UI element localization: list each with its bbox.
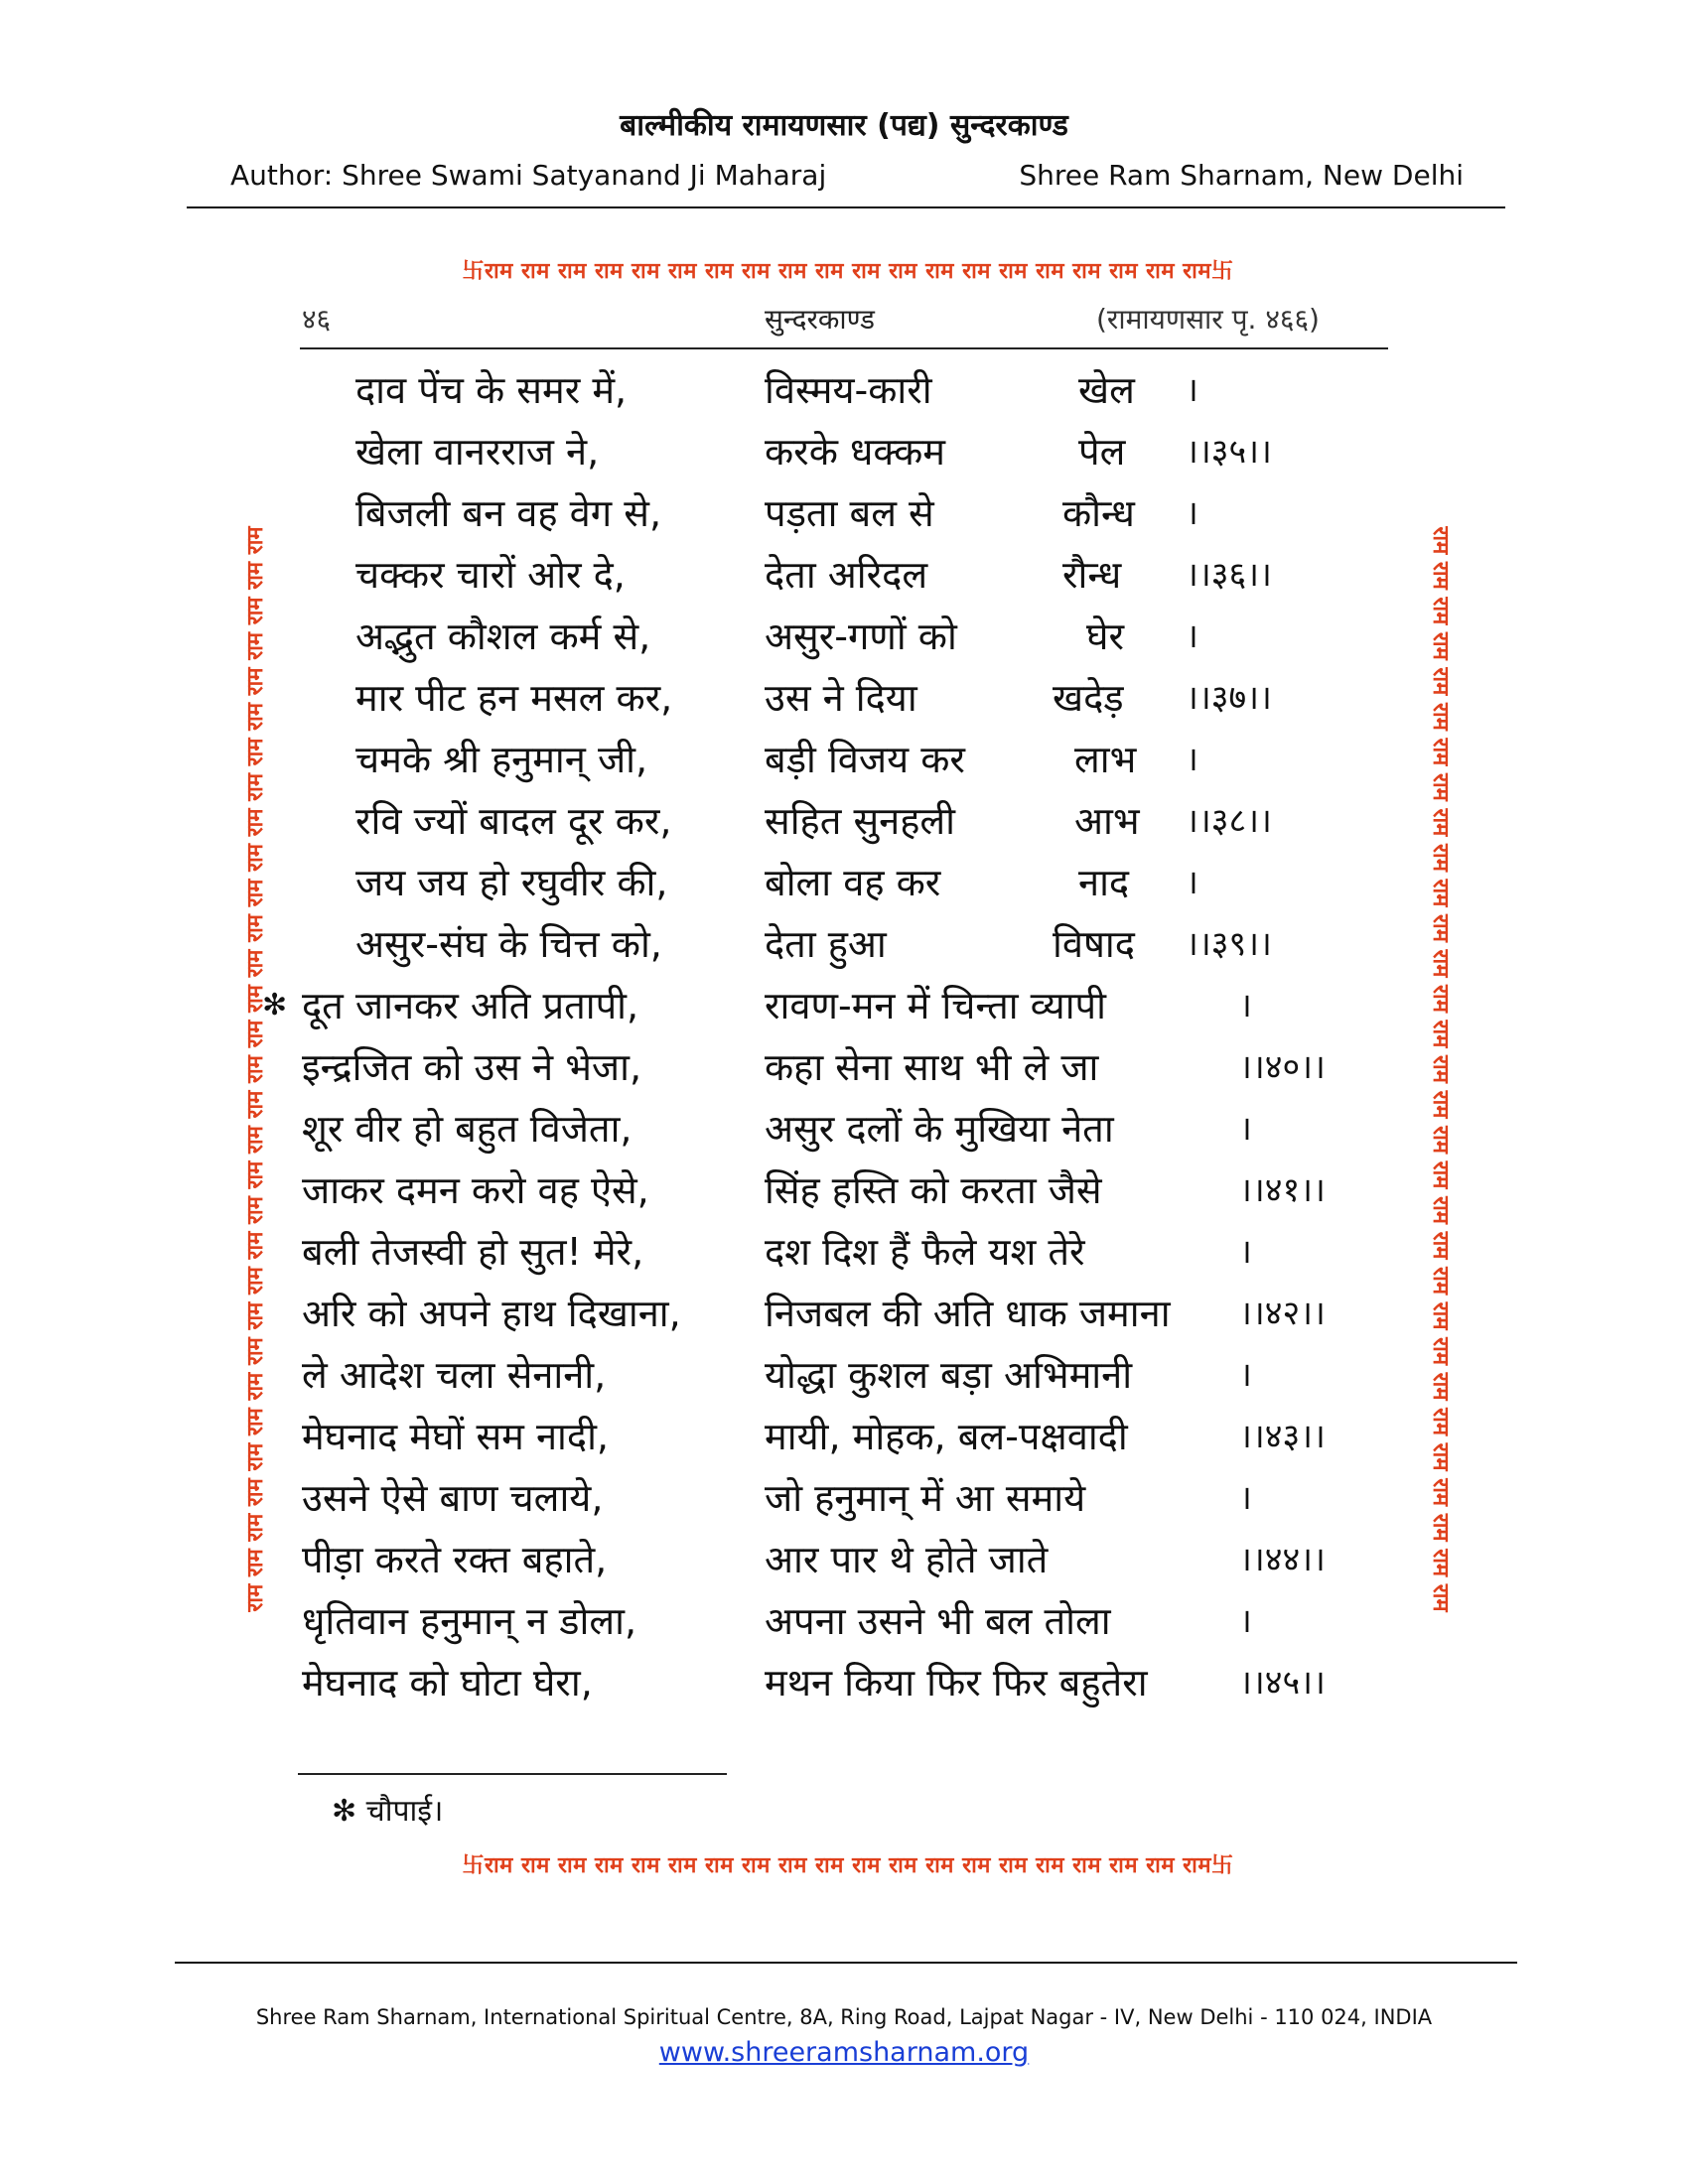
verse-last-word: लाभ (1074, 738, 1137, 781)
verse-second-half: दश दिश हैं फैले यश तेरे (765, 1230, 1085, 1274)
verse-first-half: दूत जानकर अति प्रतापी, (302, 984, 639, 1027)
frame-bottom-border: 卐राम राम राम राम राम राम राम राम राम राम राम राम राम राम राम राम राम राम राम राम卐 (462, 1853, 1234, 1878)
verse-second-half: सिंह हस्ति को करता जैसे (765, 1168, 1102, 1212)
verse-last-word: रौन्ध (1062, 553, 1122, 597)
verse-second-half: मथन किया फिर फिर बहुतेरा (765, 1661, 1148, 1705)
book-page-reference: (रामायणसार पृ. ४६६) (1096, 303, 1320, 336)
verse-end-mark: ।।४०।। (1239, 1047, 1326, 1087)
verse-first-half: असुर-संघ के चित्त को, (355, 922, 662, 966)
verse-first-half: खेला वानरराज ने, (355, 430, 600, 474)
verse-end-mark: । (1239, 1355, 1252, 1395)
verse-second-half: मायी, मोहक, बल-पक्षवादी (765, 1415, 1128, 1458)
verse-last-word: विषाद (1053, 922, 1135, 966)
verse-end-mark: । (1239, 1232, 1252, 1272)
verse-end-mark: । (1239, 1478, 1252, 1518)
verse-second-half: असुर दलों के मुखिया नेता (765, 1107, 1114, 1151)
verse-end-mark: । (1239, 1109, 1252, 1149)
verse-end-mark: । (1186, 740, 1198, 779)
verse-end-mark: ।।३६।। (1186, 555, 1272, 595)
verse-second-half: उस ने दिया (765, 676, 917, 720)
verse-second-half: देता हुआ (765, 922, 887, 966)
verse-first-half: मेघनाद मेघों सम नादी, (302, 1415, 609, 1458)
document-title: बाल्मीकीय रामायणसार (पद्य) सुन्दरकाण्ड (620, 108, 1068, 143)
verse-end-mark: ।।३९।। (1186, 924, 1272, 964)
verse-first-half: जय जय हो रघुवीर की, (355, 861, 668, 904)
verse-first-half: चक्कर चारों ओर दे, (355, 553, 626, 597)
verse-last-word: खदेड़ (1053, 676, 1124, 720)
organization-line: Shree Ram Sharnam, New Delhi (1019, 159, 1464, 192)
verse-first-half: बिजली बन वह वेग से, (355, 491, 662, 535)
footnote: ✻ चौपाई। (332, 1794, 444, 1829)
verse-last-word: खेल (1078, 368, 1135, 412)
verse-second-half: योद्धा कुशल बड़ा अभिमानी (765, 1353, 1133, 1397)
verse-end-mark: ।।४२।। (1239, 1294, 1326, 1333)
footer-address: Shree Ram Sharnam, International Spiritual Centre, 8A, Ring Road, Lajpat Nagar - IV, New Delhi - 110 024, INDIA (255, 2005, 1433, 2029)
verse-second-half: बड़ी विजय कर (765, 738, 965, 781)
verse-end-mark: ।।३५।। (1186, 432, 1272, 472)
verse-first-half: मेघनाद को घोटा घेरा, (302, 1661, 593, 1705)
verse-second-half: विस्मय-कारी (765, 368, 932, 412)
chaupai-marker: ✻ (262, 988, 288, 1023)
verse-second-half: देता अरिदल (765, 553, 928, 597)
verse-first-half: उसने ऐसे बाण चलाये, (302, 1476, 604, 1520)
verse-end-mark: । (1239, 1601, 1252, 1641)
verse-last-word: नाद (1078, 861, 1130, 904)
verse-first-half: दाव पेंच के समर में, (355, 368, 628, 412)
website-link[interactable]: www.shreeramsharnam.org (658, 2037, 1030, 2068)
verse-end-mark: । (1186, 493, 1198, 533)
verse-first-half: मार पीट हन मसल कर, (355, 676, 673, 720)
verse-last-word: घेर (1086, 614, 1125, 658)
verse-first-half: जाकर दमन करो वह ऐसे, (302, 1168, 649, 1212)
verse-end-mark: ।।४५।। (1239, 1663, 1326, 1703)
verse-end-mark: ।।४४।। (1239, 1540, 1326, 1579)
author-line: Author: Shree Swami Satyanand Ji Maharaj (230, 159, 827, 192)
verse-end-mark: ।।४३।। (1239, 1417, 1326, 1456)
verse-first-half: शूर वीर हो बहुत विजेता, (302, 1107, 633, 1151)
footer-divider (175, 1962, 1517, 1964)
verse-second-half: करके धक्कम (765, 430, 945, 474)
verse-first-half: बली तेजस्वी हो सुत! मेरे, (302, 1230, 644, 1274)
verse-first-half: इन्द्रजित को उस ने भेजा, (302, 1045, 642, 1089)
book-page-number: ४६ (302, 303, 332, 336)
verse-end-mark: ।।४१।। (1239, 1170, 1326, 1210)
frame-left-text: राम राम राम राम राम राम राम राम राम राम राम राम राम राम राम राम राम राम राम राम राम राम राम राम राम राम राम राम राम राम राम (243, 526, 268, 1612)
verse-last-word: आभ (1074, 799, 1140, 843)
verse-first-half: ले आदेश चला सेनानी, (302, 1353, 607, 1397)
verse-end-mark: । (1239, 986, 1252, 1025)
verse-last-word: पेल (1078, 430, 1126, 474)
verse-end-mark: ।।३७।। (1186, 678, 1272, 718)
book-section-title: सुन्दरकाण्ड (765, 303, 875, 336)
frame-right-text: राम राम राम राम राम राम राम राम राम राम राम राम राम राम राम राम राम राम राम राम राम राम राम राम राम राम राम राम राम राम राम (1428, 526, 1453, 1612)
verse-last-word: कौन्ध (1062, 491, 1135, 535)
verse-first-half: पीड़ा करते रक्त बहाते, (302, 1538, 608, 1581)
verse-second-half: अपना उसने भी बल तोला (765, 1599, 1111, 1643)
verse-second-half: बोला वह कर (765, 861, 941, 904)
verse-second-half: जो हनुमान् में आ समाये (765, 1476, 1086, 1520)
verse-second-half: निजबल की अति धाक जमाना (765, 1292, 1171, 1335)
verse-second-half: असुर-गणों को (765, 614, 957, 658)
verse-first-half: रवि ज्यों बादल दूर कर, (355, 799, 672, 843)
footnote-divider (298, 1773, 727, 1775)
verse-second-half: पड़ता बल से (765, 491, 934, 535)
verse-end-mark: ।।३८।। (1186, 801, 1272, 841)
verse-end-mark: । (1186, 370, 1198, 410)
verse-end-mark: । (1186, 616, 1198, 656)
verse-first-half: अरि को अपने हाथ दिखाना, (302, 1292, 681, 1335)
frame-top-border: 卐राम राम राम राम राम राम राम राम राम राम राम राम राम राम राम राम राम राम राम राम卐 (462, 259, 1234, 284)
verse-second-half: आर पार थे होते जाते (765, 1538, 1049, 1581)
verse-second-half: सहित सुनहली (765, 799, 956, 843)
verse-end-mark: । (1186, 863, 1198, 902)
verse-second-half: रावण-मन में चिन्ता व्यापी (765, 984, 1106, 1027)
verse-second-half: कहा सेना साथ भी ले जा (765, 1045, 1099, 1089)
verse-first-half: अद्भुत कौशल कर्म से, (355, 614, 651, 658)
verse-first-half: चमके श्री हनुमान् जी, (355, 738, 648, 781)
verse-first-half: धृतिवान हनुमान् न डोला, (302, 1599, 637, 1643)
